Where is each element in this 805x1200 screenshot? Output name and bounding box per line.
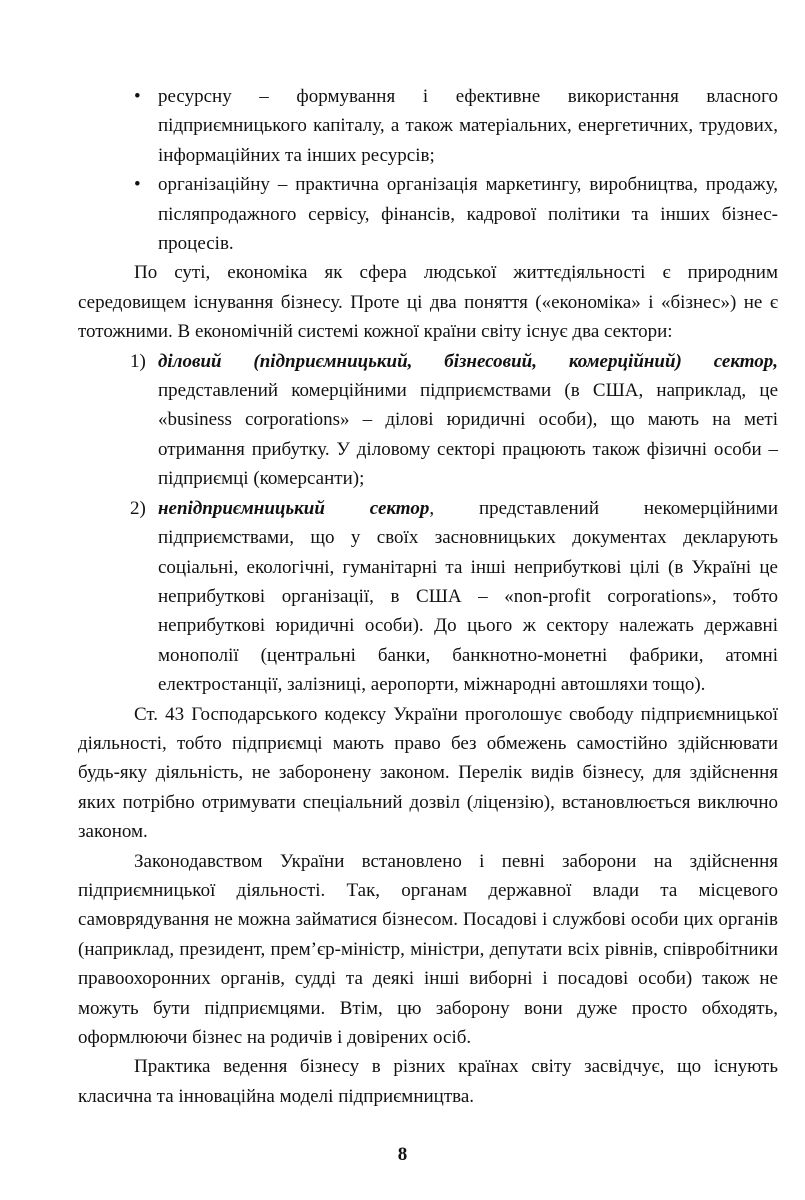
paragraph-commercial-code: Ст. 43 Господарського кодексу України проголошує свободу підприємницької діяльності, тобто підприємці мають право без обмежень самостійно здійснювати будь-яку діяльність, не заборонену законом. Перелік видів бізнесу, для здійснення яких потрібно отримувати спеціальний дозвіл (ліцензію), встановлюється виключно законом. bbox=[78, 703, 778, 843]
page-body bbox=[78, 82, 778, 1111]
page-number: 8 bbox=[397, 1144, 408, 1165]
bullet-text: організаційну – практична організація маркетингу, виробництва, продажу, післяпродажного сервісу, фінансів, кадрової політики та інших бізнес-процесів. bbox=[158, 174, 778, 255]
list-number: 1) bbox=[130, 350, 146, 372]
sector-description: представлений комерційними підприємствами (в США, наприклад, це «business corporations» – ділові юридичні особи), що мають на меті отримання прибутку. У діловому секторі працюють також фізичні особи – підприємці (комерсанти); bbox=[158, 380, 778, 490]
bullet-marker: • bbox=[134, 86, 141, 107]
paragraph-business-models: Практика ведення бізнесу в різних країнах світу засвідчує, що існують класична та інноваційна моделі підприємництва. bbox=[78, 1056, 778, 1107]
sectors-numbered-list bbox=[78, 347, 778, 700]
function-bullet-list bbox=[78, 82, 778, 258]
paragraph-legal-restrictions: Законодавством України встановлено і певні заборони на здійснення підприємницької діяльності. Так, органам державної влади та місцевого самоврядування не можна займатися бізнесом. Посадові і службові особи цих органів (наприклад, президент, прем’єр-міністр, міністри, депутати всіх рівнів, співробітники правоохоронних органів, судді та деякі інші виборні і посадові особи) також не можуть бути підприємцями. Втім, цю заборону вони дуже просто обходять, оформлюючи бізнес на родичів і довірених осіб. bbox=[78, 850, 778, 1048]
paragraph-economy-sectors: По суті, економіка як сфера людської життєдіяльності є природним середовищем існування бізнесу. Проте ці два поняття («економіка» і «бізнес») не є тотожними. В економічній системі кожної країни світу існує два сектори: bbox=[78, 262, 778, 343]
list-item bbox=[78, 170, 778, 258]
sector-term: непідприємницький сектор bbox=[158, 497, 430, 519]
list-item bbox=[78, 347, 778, 494]
list-item bbox=[78, 82, 778, 170]
sector-description: , представлений некомерційними підприємствами, що у своїх засновницьких документах декларують соціальні, екологічні, гуманітарні та інші неприбуткові цілі (в Україні це неприбуткові організації, в США – «non-profit corporations», тобто неприбуткові юридичні особи). До цього ж сектору належать державні монополії (центральні банки, банкнотно-монетні фабрики, атомні електростанції, залізниці, аеропорти, міжнародні автошляхи тощо). bbox=[158, 497, 778, 696]
sector-term: діловий (підприємницький, бізнесовий, комерційний) сектор, bbox=[158, 350, 778, 372]
list-item bbox=[78, 494, 778, 700]
bullet-text: ресурсну – формування і ефективне використання власного підприємницького капіталу, а також матеріальних, енергетичних, трудових, інформаційних та інших ресурсів; bbox=[158, 86, 778, 166]
bullet-marker: • bbox=[134, 174, 141, 196]
list-number: 2) bbox=[130, 497, 146, 519]
